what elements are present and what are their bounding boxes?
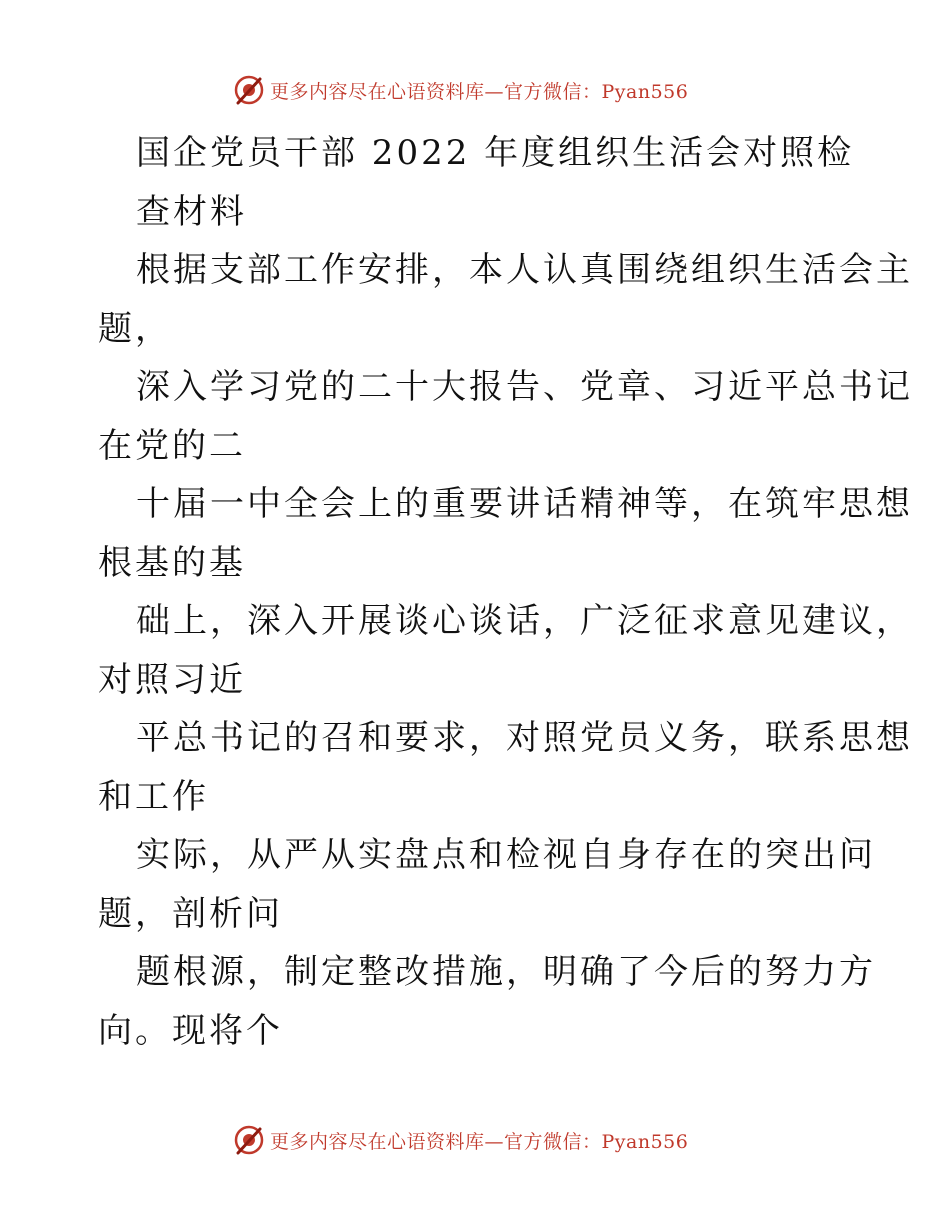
document-line: 国企党员干部 2022 年度组织生活会对照检: [136, 133, 855, 173]
banner-site-text: 更多内容尽在心语资料库—: [270, 80, 505, 103]
document-line: 础上，深入开展谈心谈话，广泛征求意见建议，: [136, 601, 913, 641]
document-line: 实际，从严从实盘点和检视自身存在的突出问: [136, 835, 876, 875]
footer-banner: [232, 1120, 752, 1160]
banner-site-text: 更多内容尽在心语资料库—: [270, 1130, 505, 1153]
document-line: 根基的基: [98, 542, 246, 583]
document-line: 平总书记的召和要求，对照党员义务，联系思想: [136, 718, 913, 758]
banner-wechat-text: 官方微信：Pyan556: [504, 1130, 689, 1153]
document-line: 十届一中全会上的重要讲话精神等，在筑牢思想: [136, 484, 913, 524]
pen-circle-logo-icon: [232, 73, 266, 107]
pen-circle-logo-icon: [232, 1123, 266, 1157]
header-banner: [232, 70, 752, 110]
document-line: 查材料: [136, 191, 247, 232]
document-line: 题，: [98, 308, 172, 349]
document-line: 向。现将个: [98, 1010, 283, 1051]
document-line: 对照习近: [98, 659, 246, 700]
document-line: 在党的二: [98, 425, 246, 466]
document-line: 和工作: [98, 776, 209, 817]
document-line: 题，剖析问: [98, 893, 283, 934]
document-line: 根据支部工作安排，本人认真围绕组织生活会主: [136, 250, 913, 290]
document-line: 深入学习党的二十大报告、党章、习近平总书记: [136, 367, 913, 407]
document-line: 题根源，制定整改措施，明确了今后的努力方: [136, 952, 876, 992]
document-body: [98, 124, 913, 1060]
banner-wechat-text: 官方微信：Pyan556: [504, 80, 689, 103]
